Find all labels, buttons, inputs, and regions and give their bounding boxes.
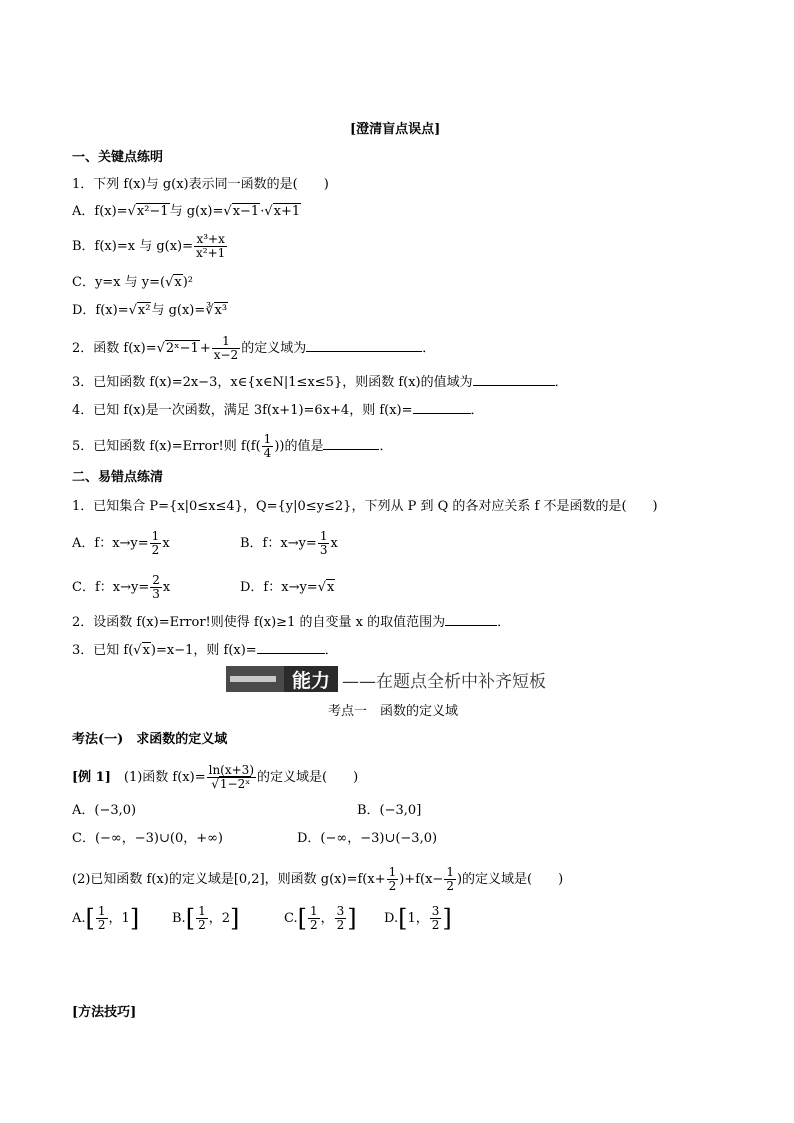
- example-1-option-b: B．(−3,0]: [357, 803, 422, 818]
- s1-q1-option-a: A．f(x)=√x²−1与 g(x)=√x−1·√x+1: [72, 204, 301, 219]
- example-1-option-c: C．(−∞，−3)∪(0，+∞): [72, 831, 224, 846]
- example-1-part2: (2)已知函数 f(x)的定义域是[0,2]，则函数 g(x)=f(x+ $\frac{1}{2}$ )+f(x− $\frac{1}{2}$ )的定义域是( ): [72, 865, 564, 893]
- section1-title: 一、关键点练明: [72, 150, 164, 165]
- s1-q1-option-d: D．f(x)=√x²与 g(x)=∛x³: [72, 303, 228, 318]
- s2-q1-stem: 1．已知集合 P={x|0≤x≤4}，Q={y|0≤y≤2}，下列从 P 到 Q 的各对应关系 f 不是函数的是( ): [72, 499, 658, 514]
- example-2-option-c: C.[ $\frac{1}{2}$ ， $\frac{3}{2}$ ]: [284, 904, 357, 933]
- s2-q2: 2．设函数 f(x)=Error!则使得 f(x)≥1 的自变量 x 的取值范围为 ．: [72, 612, 510, 632]
- section-header: [澄清盲点误点]: [350, 122, 441, 137]
- ability-banner: [226, 666, 546, 692]
- banner-tag: 能力: [284, 666, 338, 692]
- s1-q1-stem: 1．下列 f(x)与 g(x)表示同一函数的是( ): [72, 177, 329, 192]
- s1-q4: 4．已知 f(x)是一次函数，满足 3f(x+1)=6x+4，则 f(x)= ．: [72, 400, 484, 420]
- s2-q1-option-b: B．f：x→y= $\frac{1}{3}$ x: [240, 529, 338, 557]
- s1-q1-option-c: C．y=x 与 y=(√x)²: [72, 275, 194, 290]
- s1-q5: 5．已知函数 f(x)=Error!则 f(f( $\frac{1}{4}$ ))的值是 ．: [72, 432, 393, 460]
- s2-q1-option-a: A．f：x→y= $\frac{1}{2}$ x: [72, 529, 170, 557]
- s2-q1-option-c: C．f：x→y= $\frac{2}{3}$ x: [72, 573, 171, 601]
- banner-decoration: [226, 666, 284, 692]
- s1-q2: 2．函数 f(x)=√2ˣ−1+ $\frac{1}{x-2}$ 的定义域为 ．: [72, 334, 436, 362]
- s2-q3: 3．已知 f(√x)=x−1，则 f(x)= ．: [72, 640, 338, 660]
- banner-subtitle: ——在题点全析中补齐短板: [342, 671, 547, 692]
- s1-q3: 3．已知函数 f(x)=2x−3，x∈{x∈N|1≤x≤5}，则函数 f(x)的值域为 ．: [72, 372, 568, 392]
- example-2-option-b: B.[ $\frac{1}{2}$ ，2]: [172, 904, 240, 933]
- s1-q1-option-b: B．f(x)=x 与 g(x)= $\frac{\text{x³+x}}{\text{x²+1}}$: [72, 232, 226, 260]
- example-1-option-d: D．(−∞，−3)∪(−3,0): [297, 831, 438, 846]
- method-tips-label: [方法技巧]: [72, 1005, 137, 1020]
- example-1-part1: [例 1] (1)函数 f(x)= $\frac{\ln(x+3)}{\text{√1−2ˣ}}$ 的定义域是( ): [72, 763, 359, 791]
- section2-title: 二、易错点练清: [72, 470, 164, 485]
- example-1-option-a: A．(−3,0): [72, 803, 137, 818]
- example-2-option-a: A.[ $\frac{1}{2}$ ，1]: [72, 904, 140, 933]
- example-2-option-d: D.[1， $\frac{3}{2}$ ]: [384, 904, 452, 933]
- kaofa-title: 考法(一) 求函数的定义域: [72, 732, 228, 747]
- s2-q1-option-d: D．f：x→y=√x: [240, 580, 335, 595]
- kaodian-title: 考点一 函数的定义域: [328, 704, 459, 719]
